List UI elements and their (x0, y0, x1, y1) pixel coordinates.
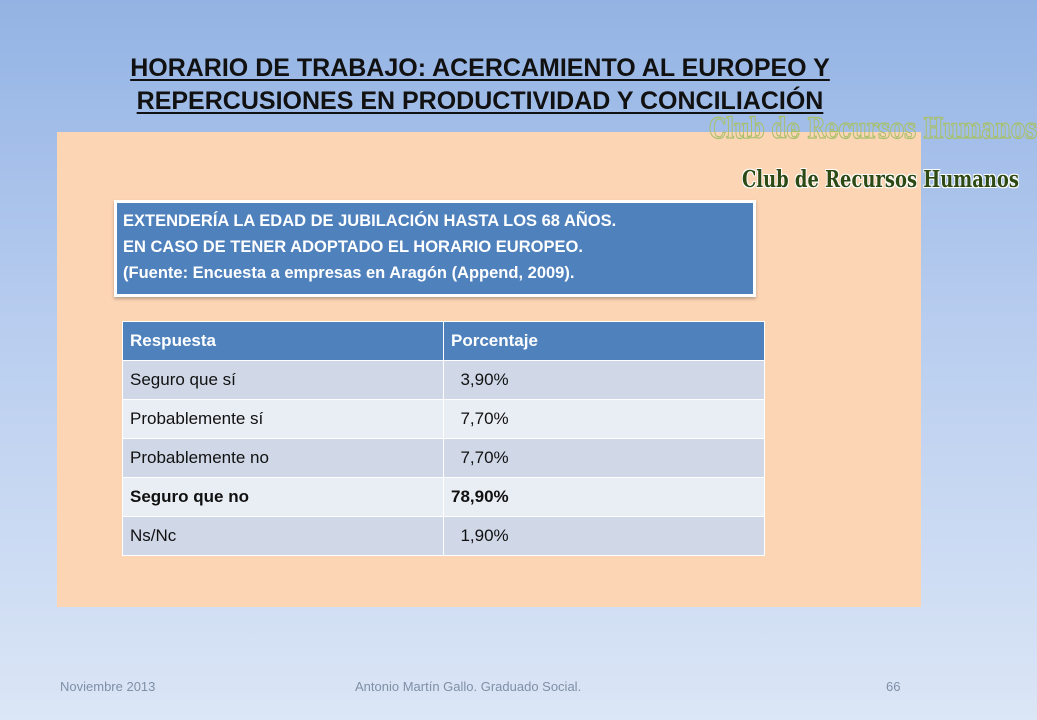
footer-date: Noviembre 2013 (60, 679, 156, 694)
header-respuesta: Respuesta (123, 322, 444, 361)
footer-author: Antonio Martín Gallo. Graduado Social. (355, 679, 582, 694)
response-cell: Probablemente no (123, 439, 444, 478)
table-row (123, 439, 765, 478)
survey-note-box (114, 200, 756, 297)
response-cell: Seguro que sí (123, 361, 444, 400)
table-row (123, 478, 765, 517)
club-logo: Club de Recursos Humanos (742, 166, 1019, 193)
note-line-1: EXTENDERÍA LA EDAD DE JUBILACIÓN HASTA LOS 68 AÑOS. (123, 212, 617, 230)
club-logo-shadow: Club de Recursos Humanos (709, 112, 1037, 145)
table-row (123, 400, 765, 439)
response-cell: Seguro que no (123, 478, 444, 517)
response-cell: Ns/Nc (123, 517, 444, 556)
percentage-cell: 1,90% (444, 517, 765, 556)
percentage-cell: 7,70% (444, 400, 765, 439)
note-line-2: EN CASO DE TENER ADOPTADO EL HORARIO EUROPEO. (123, 238, 583, 256)
percentage-cell: 3,90% (444, 361, 765, 400)
response-cell: Probablemente sí (123, 400, 444, 439)
footer-page-number: 66 (886, 679, 901, 694)
table-header-row (123, 322, 765, 361)
note-line-3: (Fuente: Encuesta a empresas en Aragón (Append, 2009). (123, 264, 575, 282)
percentage-cell: 78,90% (444, 478, 765, 517)
percentage-cell: 7,70% (444, 439, 765, 478)
slide-title-line-1: HORARIO DE TRABAJO: ACERCAMIENTO AL EUROPEO Y (130, 54, 830, 82)
header-porcentaje: Porcentaje (444, 322, 765, 361)
slide-title (60, 52, 900, 118)
table-row (123, 517, 765, 556)
slide-title-line-2: REPERCUSIONES EN PRODUCTIVIDAD Y CONCILIACIÓN (136, 87, 824, 115)
survey-results-table (122, 321, 765, 556)
table-row (123, 361, 765, 400)
